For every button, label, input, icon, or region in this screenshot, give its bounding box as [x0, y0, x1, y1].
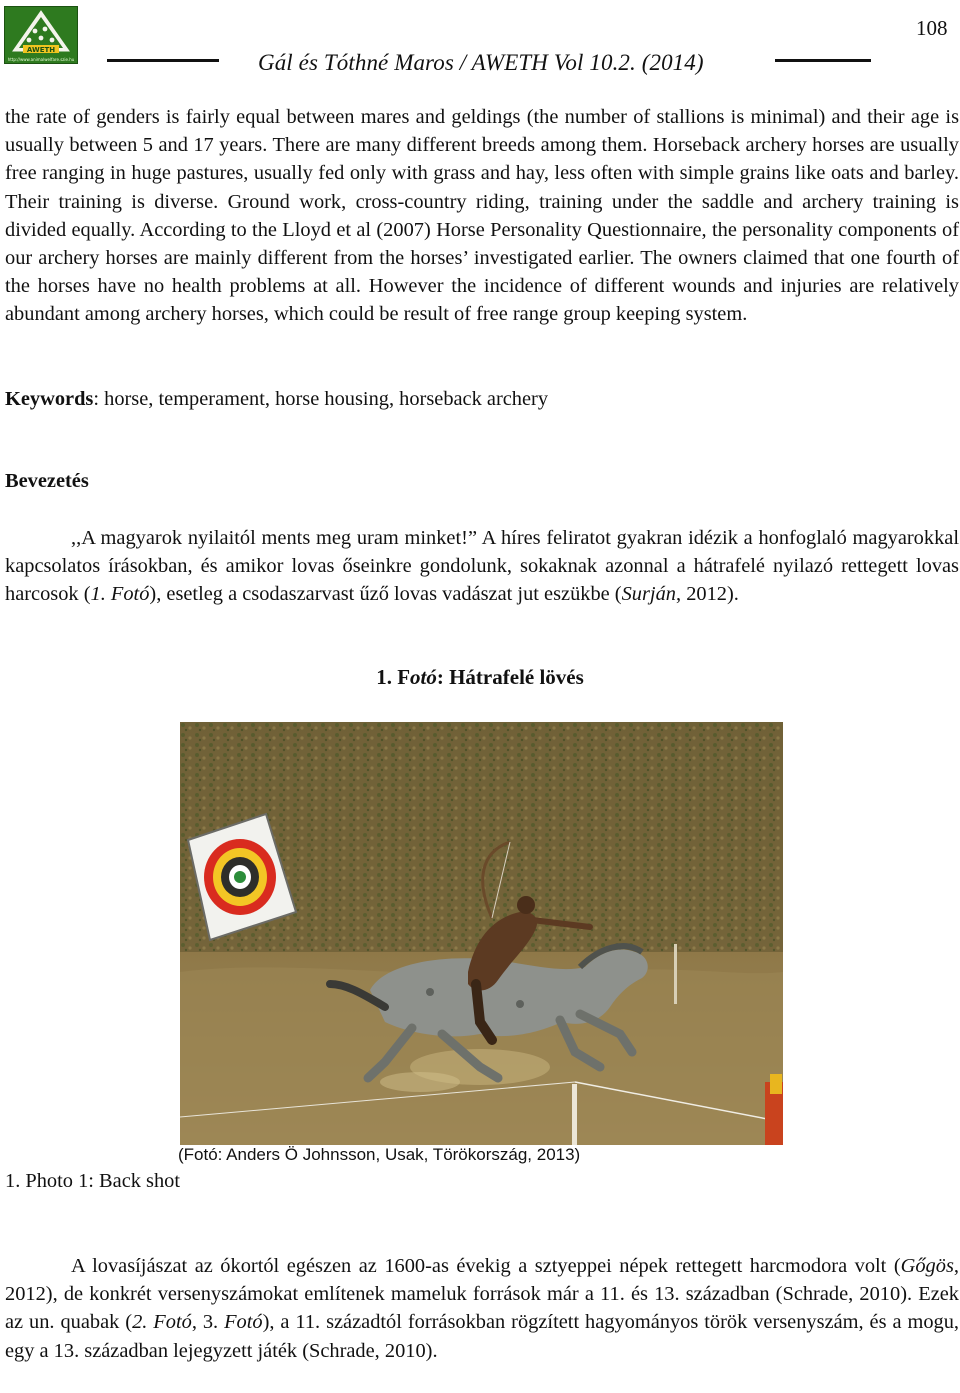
keywords-label: Keywords [5, 388, 94, 410]
logo-url: http://www.animalwelfare.szie.hu [7, 57, 75, 62]
figure-caption-italic: otó [410, 665, 437, 689]
logo-pyramid-icon [5, 7, 77, 63]
intro-paragraph [5, 524, 959, 609]
final-ref-author: Gőgös [900, 1255, 954, 1277]
intro-ref-author: Surján [621, 583, 676, 606]
figure-caption [0, 665, 960, 690]
header-rule-left [107, 59, 219, 62]
final-ref-photo-2: 2. Fotó [132, 1311, 192, 1334]
section-heading: Bevezetés [5, 470, 89, 492]
photo-credit: (Fotó: Anders Ö Johnsson, Usak, Törökország, 2013) [178, 1145, 581, 1164]
figure-caption-prefix: 1. F [376, 665, 411, 689]
intro-text-2: ), esetleg a csodaszarvast űző lovas vadászat jut eszükbe ( [149, 583, 622, 606]
final-text-1: A lovasíjászat az ókortól egészen az 1600-as évekig a sztyeppei népek rettegett harcmodora volt ( [71, 1255, 901, 1277]
intro-text-3: , 2012). [676, 583, 739, 606]
keywords-text: : horse, temperament, horse housing, horseback archery [93, 388, 549, 410]
intro-text-1: ,,A magyarok nyilaitól ments meg uram minket!” A híres feliratot gyakran idézik a honfoglaló magyarokkal kapcsolatos írásokban, és amikor lovas őseinkre gondolunk, sokaknak azonnal a hátrafelé nyilazó rettegett lovas harcosok ( [5, 527, 959, 606]
final-text-4: ), a 11. századtól forrásokban rögzített hagyományos török versenyszám, és a mogu, egy a 13. században lejegyzett játék (Schrade, 2010). [5, 1311, 960, 1362]
final-ref-photo-3: Fotó [224, 1311, 263, 1334]
abstract-paragraph: the rate of genders is fairly equal between mares and geldings (the number of stallions is minimal) and their age is usually between 5 and 17 years. There are many different breeds among them. Horseback archery horses are usually free ranging in huge pastures, usually fed only with grass and hay, less often with simple grains like oats and barley. Their training is diverse. Ground work, cross-country riding, training under the saddle and archery training is divided equally. According to the Lloyd et al (2007) Horse Personality Questionnaire, the personality components of our archery horses are mainly different from the horses’ investigated earlier. The owners claimed that one fourth of the horses have no health problems at all. However the incidence of different wounds and injuries are relatively abundant among archery horses, which could be result of free range group keeping system. [5, 106, 959, 326]
logo-text: AWETH [26, 46, 56, 54]
figure-caption-rest: : Hátrafelé lövés [436, 665, 584, 689]
keywords-line [5, 385, 548, 413]
journal-logo [4, 6, 78, 64]
journal-title: Gál és Tóthné Maros / AWETH Vol 10.2. (2014) [258, 50, 704, 75]
header-rule-right [775, 59, 871, 62]
photo-caption-english: 1. Photo 1: Back shot [5, 1170, 181, 1192]
final-text-3: , 3. [191, 1311, 225, 1334]
history-paragraph [5, 1252, 959, 1365]
intro-ref-photo: 1. Fotó [90, 583, 150, 606]
final-text-2: , 2012), de konkrét versenyszámokat említenek mameluk források már a 11. és 13. században (Schrade, 2010). Ezek az un. quabak ( [5, 1255, 959, 1334]
horseback-archery-photo [180, 722, 783, 1145]
page-number: 108 [916, 16, 948, 40]
